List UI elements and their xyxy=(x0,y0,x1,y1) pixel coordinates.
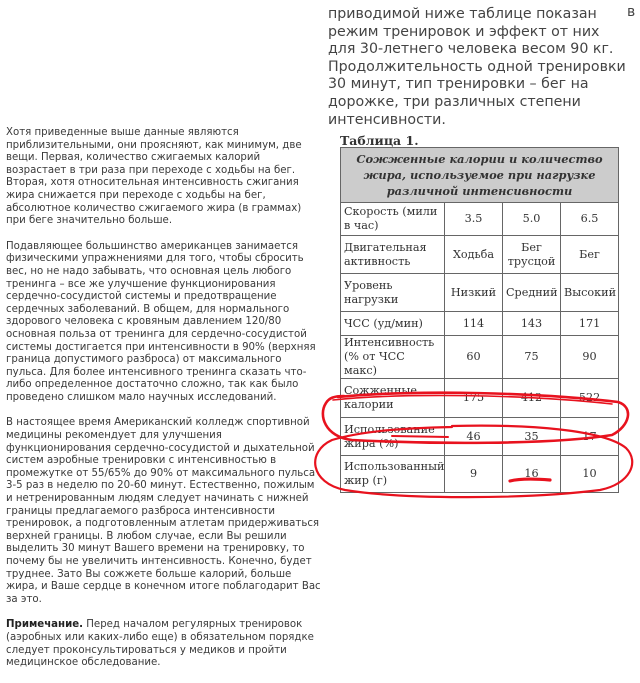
paragraph-2: Подавляющее большинство американцев занимается физическими упражнениями для того, чтобы сбросить вес, но не надо забывать, что основная цель любого тренинга – все же улучшение функционирования сердечно-сосудистой системы и предотвращение сердечных заболеваний. В общем, для нормального здорового человека с кровяным давлением 120/80 основная польза от тренинга для сердечно-сосудистой системы достигается при интенсивности в 90% (верхняя граница допустимого разброса) от максимального пульса. Для более интенсивного тренинга сказать что-либо определенное достаточно сложно, так как было проведено слишком мало научных исследований. xyxy=(6,240,316,403)
calorie-fat-table xyxy=(340,147,619,493)
row-label: Сожженные калории xyxy=(341,379,445,418)
table-row xyxy=(341,336,619,379)
cell: 17 xyxy=(561,418,619,456)
note-label: Примечание. xyxy=(6,619,84,631)
cell: Бег трусцой xyxy=(503,236,561,274)
cell: 75 xyxy=(503,336,561,379)
row-label: ЧСС (уд/мин) xyxy=(341,312,445,336)
row-label: Двигательная активность xyxy=(341,236,445,274)
table-row xyxy=(341,312,619,336)
cell: Ходьба xyxy=(445,236,503,274)
cell: Средний xyxy=(503,274,561,312)
cell: 10 xyxy=(561,456,619,493)
cell: 46 xyxy=(445,418,503,456)
cell: 171 xyxy=(561,312,619,336)
table-row xyxy=(341,456,619,493)
table-row xyxy=(341,236,619,274)
cell: Бег xyxy=(561,236,619,274)
table-row xyxy=(341,203,619,236)
table-header: Сожженные калории и количество жира, используемое при нагрузке различной интенсивности xyxy=(341,148,619,203)
note-text: Перед началом регулярных тренировок (аэробных или каких-либо еще) в обязательном порядке следует проконсультироваться у медиков и пройти медицинское обследование. xyxy=(6,619,314,669)
intro-text: приводимой ниже таблице показан режим тренировок и эффект от них для 30-летнего человека весом 90 кг. Продолжительность одной тренировки 30 минут, тип тренировки – бег на дорожке, три различных степени интенсивности. xyxy=(328,6,626,128)
cell: 60 xyxy=(445,336,503,379)
cell: 90 xyxy=(561,336,619,379)
cell: 412 xyxy=(503,379,561,418)
left-article-column xyxy=(6,127,322,683)
cell: 143 xyxy=(503,312,561,336)
row-label: Скорость (мили в час) xyxy=(341,203,445,236)
row-label: Интенсивность (% от ЧСС макс) xyxy=(341,336,445,379)
table-row xyxy=(341,379,619,418)
clipped-text-fragment: в xyxy=(627,4,636,20)
paragraph-3: В настоящее время Американский колледж спортивной медицины рекомендует для улучшения функционирования сердечно-сосудистой и дыхательной систем аэробные тренировки с интенсивностью в промежутке от 55/65% до 90% от максимального пульса 3-5 раз в неделю по 20-60 минут. Естественно, пожилым и нетренированным людям следует начинать с нижней границы предлагаемого разброса интенсивности тренировок, а подготовленным атлетам придерживаться верхней границы. В любом случае, если Вы решили выделить 30 минут Вашего времени на тренировку, то почему бы не увеличить интенсивность. Конечно, будет труднее. Зато Вы сожжете больше калорий, больше жира, и Ваше сердце в конечном итоге поблагодарит Вас за это. xyxy=(6,417,321,605)
row-label: Уровень нагрузки xyxy=(341,274,445,312)
paragraph-1: Хотя приведенные выше данные являются приблизительными, они проясняют, как минимум, две вещи. Первая, количество сжигаемых калорий возрастает в три раза при переходе с ходьбы на бег. Вторая, хотя относительная интенсивность сжигания жира снижается при переходе с ходьбы на бег, абсолютное количество сжигаемого жира (в граммах) при беге значительно больше. xyxy=(6,127,302,227)
cell: 6.5 xyxy=(561,203,619,236)
cell: 522 xyxy=(561,379,619,418)
cell: 9 xyxy=(445,456,503,493)
note-paragraph xyxy=(6,619,322,669)
cell: 5.0 xyxy=(503,203,561,236)
cell: 175 xyxy=(445,379,503,418)
cell: 114 xyxy=(445,312,503,336)
cell: 3.5 xyxy=(445,203,503,236)
cell: Низкий xyxy=(445,274,503,312)
row-label: Использование жира (%) xyxy=(341,418,445,456)
cell: Высокий xyxy=(561,274,619,312)
cell: 16 xyxy=(503,456,561,493)
table-caption: Таблица 1. xyxy=(340,133,419,148)
table-row xyxy=(341,418,619,456)
row-label: Использованный жир (г) xyxy=(341,456,445,493)
table-row xyxy=(341,274,619,312)
cell: 35 xyxy=(503,418,561,456)
